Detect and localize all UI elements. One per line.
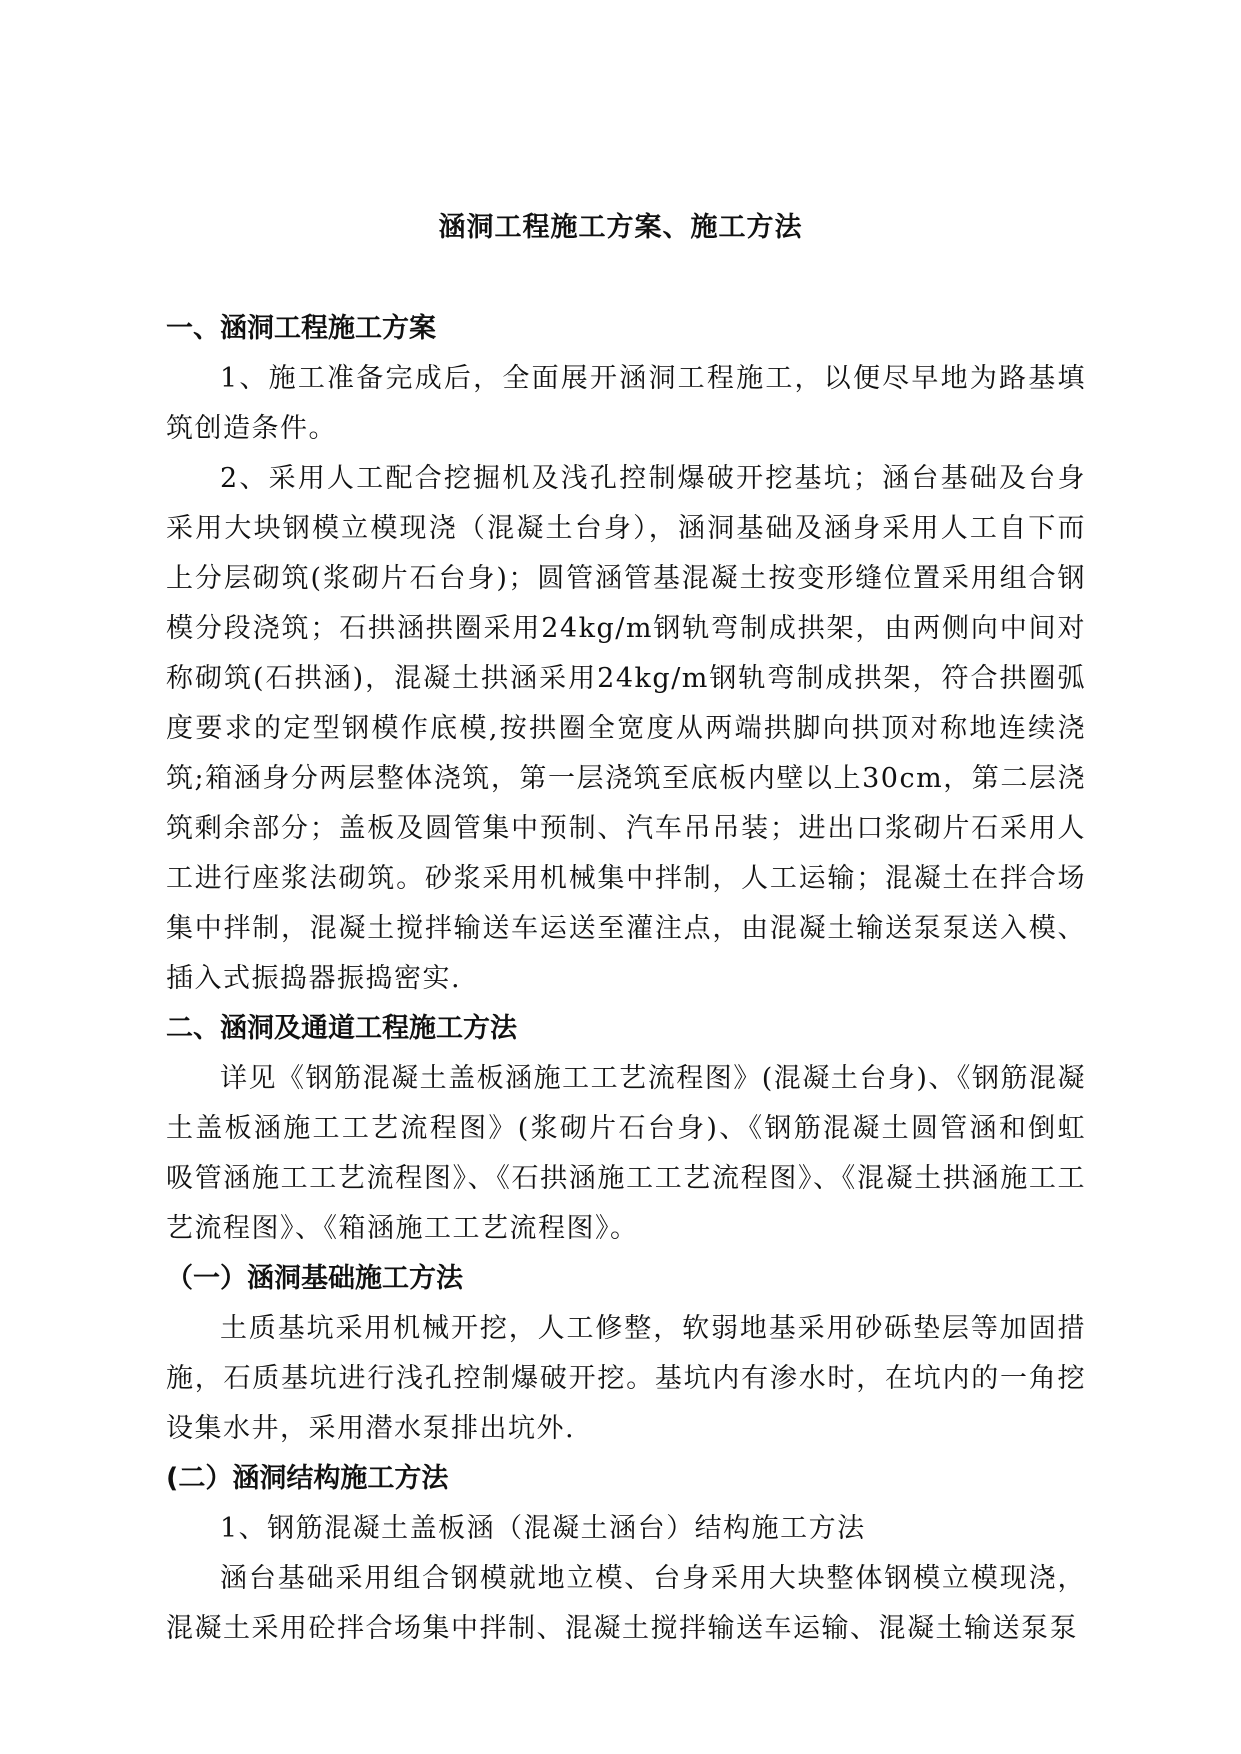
document-body — [166, 304, 1086, 1654]
subsection-heading: (二）涵洞结构施工方法 — [166, 1463, 449, 1494]
section-heading: 一、涵洞工程施工方案 — [166, 313, 436, 344]
paragraph: 详见《钢筋混凝土盖板涵施工工艺流程图》(混凝土台身)、《钢筋混凝土盖板涵施工工艺流程图》(浆砌片石台身)、《钢筋混凝土圆管涵和倒虹吸管涵施工工艺流程图》、《石拱涵施工工艺流程图》、《混凝土拱涵施工工艺流程图》、《箱涵施工工艺流程图》。 — [166, 1063, 1086, 1244]
document-title: 涵洞工程施工方案、施工方法 — [438, 212, 803, 243]
paragraph: 1、钢筋混凝土盖板涵（混凝土涵台）结构施工方法 — [220, 1513, 866, 1544]
paragraph: 土质基坑采用机械开挖，人工修整，软弱地基采用砂砾垫层等加固措施，石质基坑进行浅孔控制爆破开挖。基坑内有渗水时，在坑内的一角挖设集水井，采用潜水泵排出坑外. — [166, 1313, 1086, 1444]
paragraph: 涵台基础采用组合钢模就地立模、台身采用大块整体钢模立模现浇，混凝土采用砼拌合场集中拌制、混凝土搅拌输送车运输、混凝土输送泵泵 — [166, 1563, 1086, 1644]
paragraph: 2、采用人工配合挖掘机及浅孔控制爆破开挖基坑；涵台基础及台身采用大块钢模立模现浇（混凝土台身），涵洞基础及涵身采用人工自下而上分层砌筑(浆砌片石台身)；圆管涵管基混凝土按变形缝位置采用组合钢模分段浇筑；石拱涵拱圈采用24kg/m钢轨弯制成拱架，由两侧向中间对称砌筑(石拱涵)，混凝土拱涵采用24kg/m钢轨弯制成拱架，符合拱圈弧度要求的定型钢模作底模,按拱圈全宽度从两端拱脚向拱顶对称地连续浇筑;箱涵身分两层整体浇筑，第一层浇筑至底板内壁以上30cm，第二层浇筑剩余部分；盖板及圆管集中预制、汽车吊吊装；进出口浆砌片石采用人工进行座浆法砌筑。砂浆采用机械集中拌制，人工运输；混凝土在拌合场集中拌制，混凝土搅拌输送车运送至灌注点，由混凝土输送泵泵送入模、插入式振捣器振捣密实. — [166, 463, 1086, 994]
section-heading: 二、涵洞及通道工程施工方法 — [166, 1013, 517, 1044]
paragraph: 1、施工准备完成后，全面展开涵洞工程施工，以便尽早地为路基填筑创造条件。 — [166, 363, 1086, 444]
subsection-heading: （一）涵洞基础施工方法 — [166, 1263, 463, 1294]
